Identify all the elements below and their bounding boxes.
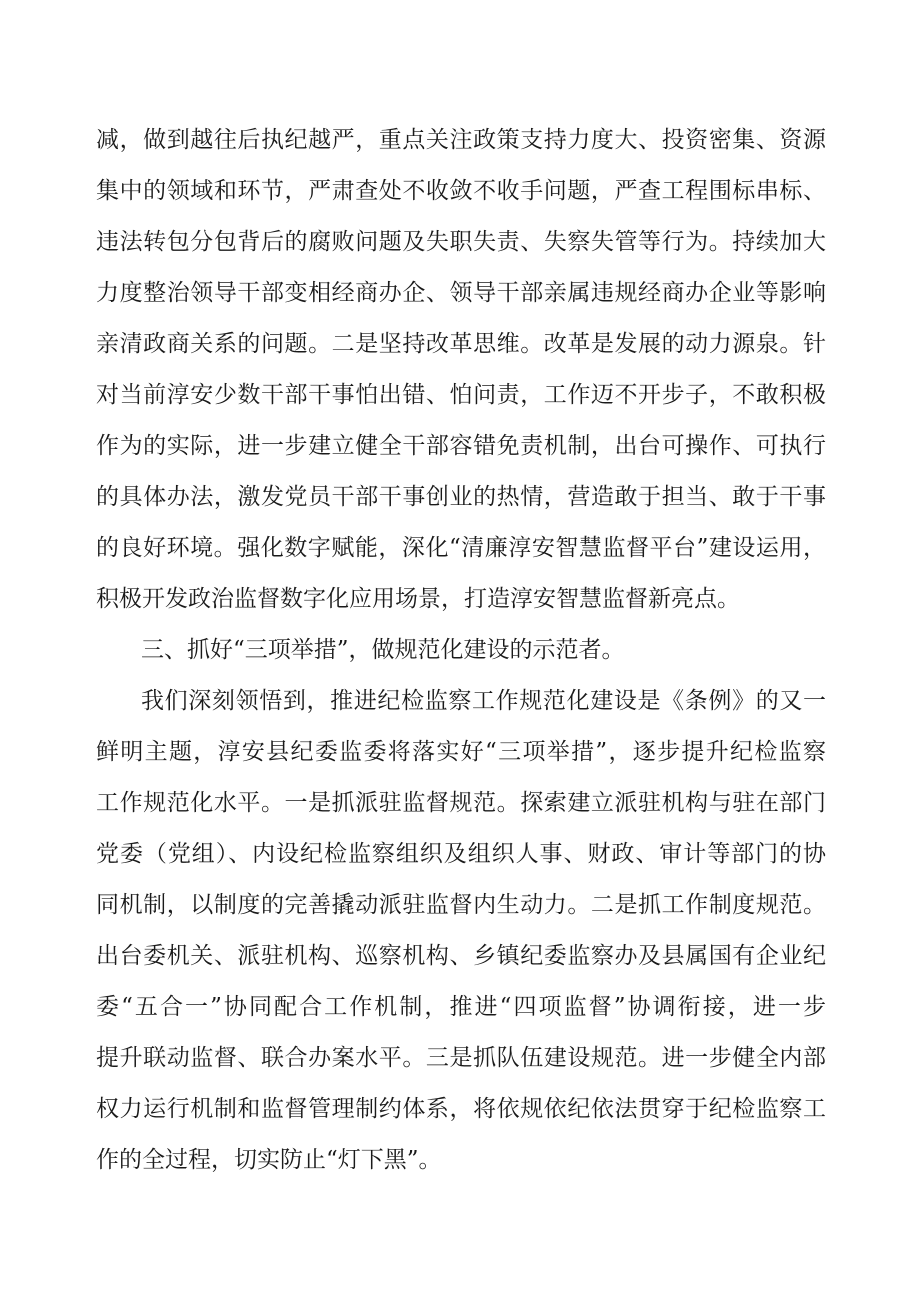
text-line: 力度整治领导干部变相经商办企、领导干部亲属违规经商办企业等影响 [96, 280, 826, 306]
text-line: 积极开发政治监督数字化应用场景，打造淳安智慧监督新亮点。 [96, 586, 740, 612]
text-line: 的良好环境。强化数字赋能，深化“清廉淳安智慧监督平台”建设运用， [96, 535, 826, 561]
text-line: 违法转包分包背后的腐败问题及失职失责、失察失管等行为。持续加大 [96, 229, 826, 255]
text-line: 集中的领域和环节，严肃查处不收敛不收手问题，严查工程围标串标、 [96, 178, 826, 204]
text-line: 出台委机关、派驻机构、巡察机构、乡镇纪委监察办及县属国有企业纪 [96, 943, 826, 969]
text-line: 作的全过程，切实防止“灯下黑”。 [96, 1147, 442, 1173]
text-line: 提升联动监督、联合办案水平。三是抓队伍建设规范。进一步健全内部 [96, 1045, 826, 1071]
text-line: 委“五合一”协同配合工作机制，推进“四项监督”协调衔接，进一步 [96, 994, 826, 1020]
text-line: 减，做到越往后执纪越严，重点关注政策支持力度大、投资密集、资源 [96, 127, 826, 153]
text-line: 党委（党组）、内设纪检监察组织及组织人事、财政、审计等部门的协 [96, 841, 826, 867]
text-line: 权力运行机制和监督管理制约体系，将依规依纪依法贯穿于纪检监察工 [96, 1096, 826, 1122]
text-line: 我们深刻领悟到，推进纪检监察工作规范化建设是《条例》的又一 [141, 688, 826, 714]
section-heading: 三、抓好“三项举措”，做规范化建设的示范者。 [141, 637, 625, 663]
text-line: 对当前淳安少数干部干事怕出错、怕问责，工作迈不开步子，不敢积极 [96, 382, 826, 408]
text-line: 作为的实际，进一步建立健全干部容错免责机制，出台可操作、可执行 [96, 433, 826, 459]
text-line: 同机制，以制度的完善撬动派驻监督内生动力。二是抓工作制度规范。 [96, 892, 826, 918]
text-line: 的具体办法，激发党员干部干事创业的热情，营造敢于担当、敢于干事 [96, 484, 826, 510]
text-line: 鲜明主题，淳安县纪委监委将落实好“三项举措”，逐步提升纪检监察 [96, 739, 826, 765]
text-line: 工作规范化水平。一是抓派驻监督规范。探索建立派驻机构与驻在部门 [96, 790, 826, 816]
text-line: 亲清政商关系的问题。二是坚持改革思维。改革是发展的动力源泉。针 [96, 331, 826, 357]
